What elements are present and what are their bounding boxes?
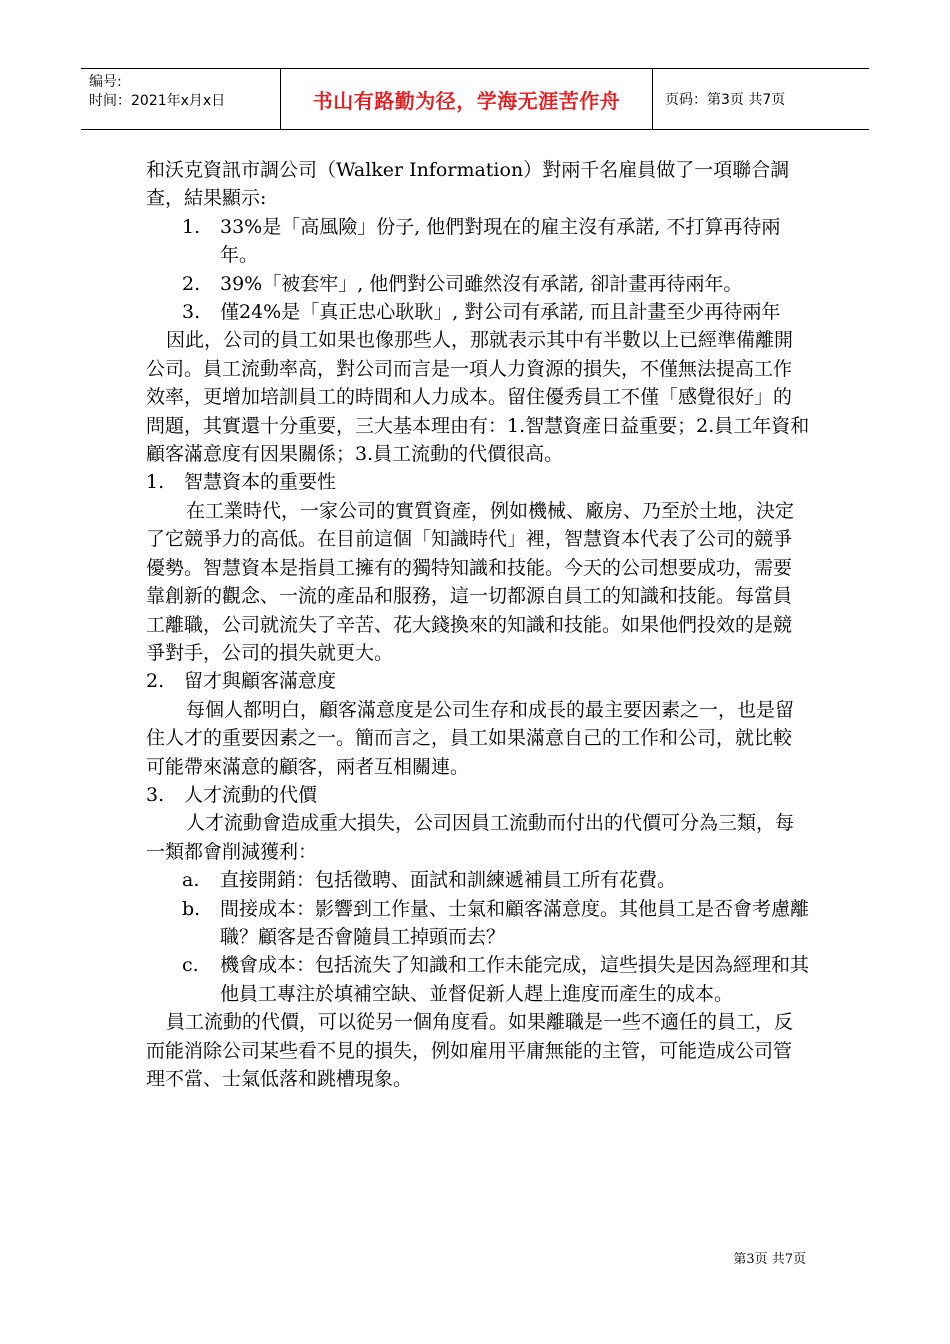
list-item-number: b. — [182, 897, 201, 920]
list-item-number: c. — [182, 954, 199, 977]
section-number: 3. — [146, 783, 165, 806]
section-title: 人才流動的代價 — [184, 783, 318, 806]
therefore-paragraph: 因此，公司的員工如果也像那些人，那就表示其中有半數以上已經準備離開公司。員工流動率高，對公司而言是一項人力資源的損失，不僅無法提高工作效率，更增加培訓員工的時間和人力成本。留住優秀員工不僅「感覺很好」的問題，其實還十分重要，三大基本理由有：1.智慧資產日益重要；2.員工年資和顧客滿意度有因果關係；3.員工流動的代價很高。 — [146, 329, 810, 466]
page-footer: 第3页 共7页 — [733, 1252, 806, 1267]
list-item-text: 僅24%是「真正忠心耿耿」, 對公司有承諾, 而且計畫至少再待兩年 — [220, 301, 781, 324]
list-item — [182, 866, 810, 894]
section-heading — [146, 468, 810, 496]
list-item — [182, 270, 810, 298]
section-paragraph: 在工業時代，一家公司的實質資產，例如機械、廠房、乃至於土地，決定了它競爭力的高低。在目前這個「知識時代」裡，智慧資本代表了公司的競爭優勢。智慧資本是指員工擁有的獨特知識和技能。今天的公司想要成功，需要靠創新的觀念、一流的產品和服務，這一切都源自員工的知識和技能。每當員工離職，公司就流失了辛苦、花大錢換來的知識和技能。如果他們投效的是競爭對手，公司的損失就更大。 — [146, 499, 795, 664]
list-item-number: a. — [182, 869, 200, 892]
doc-date: 时间：2021年x月x日 — [89, 93, 226, 109]
list-item — [182, 895, 810, 952]
section-heading — [146, 667, 810, 695]
section-paragraph: 每個人都明白，顧客滿意度是公司生存和成長的最主要因素之一，也是留住人才的重要因素之一。簡而言之，員工如果滿意自己的工作和公司，就比較可能帶來滿意的顧客，兩者互相關連。 — [146, 698, 795, 778]
section-title: 智慧資本的重要性 — [184, 471, 337, 494]
list-item-number: 2. — [182, 272, 201, 295]
list-item — [182, 298, 810, 326]
list-item-text: 39%「被套牢」, 他們對公司雖然沒有承諾, 卻計畫再待兩年。 — [220, 272, 743, 295]
list-item — [182, 951, 810, 1008]
final-paragraph: 員工流動的代價，可以從另一個角度看。如果離職是一些不適任的員工，反而能消除公司某些看不見的損失，例如雇用平庸無能的主管，可能造成公司管理不當、士氣低落和跳槽現象。 — [146, 1011, 794, 1090]
intro-paragraph: 和沃克資訊市調公司（Walker Information）對兩千名雇員做了一項聯合調查，結果顯示: — [146, 159, 790, 210]
list-item — [182, 213, 810, 270]
list-item-text: 33%是「高風險」份子, 他們對現在的雇主沒有承諾, 不打算再待兩年。 — [220, 215, 781, 267]
header-motto: 书山有路勤为径，学海无涯苦作舟 — [281, 69, 653, 129]
header-page-number: 页码：第3页 共7页 — [665, 92, 786, 108]
section-heading — [146, 781, 810, 809]
list-item-number: 3. — [182, 301, 201, 324]
page-header — [81, 68, 869, 130]
section-number: 2. — [146, 670, 165, 693]
section-number: 1. — [146, 471, 165, 494]
section-title: 留才與顧客滿意度 — [184, 670, 337, 693]
section-paragraph: 人才流動會造成重大損失，公司因員工流動而付出的代價可分為三類，每一類都會削減獲利： — [146, 812, 795, 863]
list-item-text: 機會成本：包括流失了知識和工作未能完成，這些損失是因為經理和其他員工專注於填補空缺、並督促新人趕上進度而產生的成本。 — [220, 954, 810, 1005]
list-item-number: 1. — [182, 215, 201, 238]
doc-number: 编号: — [89, 74, 122, 90]
document-body — [146, 156, 810, 1093]
list-item-text: 直接開銷：包括徵聘、面試和訓練遞補員工所有花費。 — [220, 869, 677, 892]
list-item-text: 間接成本：影響到工作量、士氣和顧客滿意度。其他員工是否會考慮離職？顧客是否會隨員工掉頭而去？ — [220, 897, 810, 948]
header-meta — [81, 69, 281, 129]
